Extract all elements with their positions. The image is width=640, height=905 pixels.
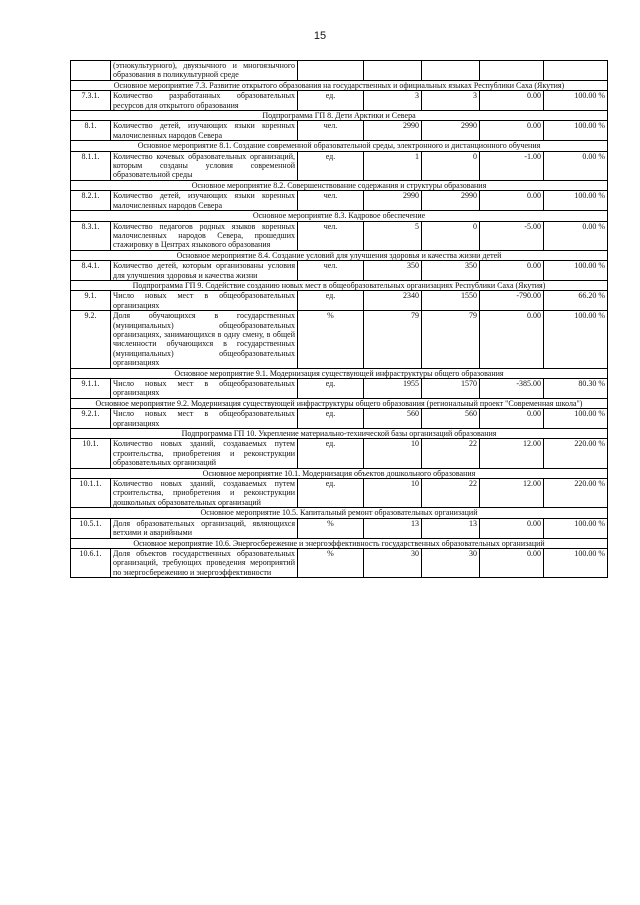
section-header-row (71, 250, 608, 260)
section-header-row (71, 368, 608, 378)
section-header-row (71, 180, 608, 190)
indicator-name-cell: Количество новых зданий, создаваемых путем строительства, приобретения и реконструкции образовательных организаций (111, 439, 298, 468)
actual-value-cell: 22 (422, 439, 480, 468)
deviation-cell: 0.00 (480, 121, 544, 141)
deviation-cell: 12.00 (480, 439, 544, 468)
row-number-cell: 7.3.1. (71, 91, 111, 111)
completion-percent-cell: 100.00 % (544, 409, 608, 429)
table-row (71, 91, 608, 111)
unit-cell: чел. (298, 221, 364, 250)
deviation-cell: -385.00 (480, 379, 544, 399)
row-number-cell: 10.6.1. (71, 548, 111, 577)
planned-value-cell: 5 (364, 221, 422, 250)
section-header-row (71, 538, 608, 548)
deviation-cell: 12.00 (480, 479, 544, 508)
table-row (71, 439, 608, 468)
planned-value-cell: 560 (364, 409, 422, 429)
table-row (71, 191, 608, 211)
actual-value-cell: 560 (422, 409, 480, 429)
section-title: Подпрограмма ГП 9. Содействие созданию новых мест в общеобразовательных организациях Республики Саха (Якутия) (71, 280, 608, 290)
section-header-row (71, 211, 608, 221)
row-number-cell: 8.3.1. (71, 221, 111, 250)
actual-value-cell: 22 (422, 479, 480, 508)
section-title: Основное мероприятие 9.2. Модернизация существующей инфраструктуры общего образования (региональный проект "Современная школа") (71, 398, 608, 408)
section-header-row (71, 80, 608, 90)
actual-value-cell: 13 (422, 518, 480, 538)
deviation-cell: 0.00 (480, 311, 544, 368)
indicator-name-cell: Число новых мест в общеобразовательных организациях (111, 409, 298, 429)
unit-cell (298, 61, 364, 81)
planned-value-cell: 10 (364, 439, 422, 468)
indicators-table-body (71, 61, 608, 578)
section-title: Подпрограмма ГП 10. Укрепление материально-технической базы организаций образования (71, 429, 608, 439)
unit-cell: ед. (298, 91, 364, 111)
unit-cell: ед. (298, 151, 364, 180)
planned-value-cell (364, 61, 422, 81)
completion-percent-cell: 100.00 % (544, 311, 608, 368)
table-row (71, 291, 608, 311)
table-row (71, 151, 608, 180)
section-title: Основное мероприятие 8.4. Создание условий для улучшения здоровья и качества жизни детей (71, 250, 608, 260)
table-row (71, 479, 608, 508)
unit-cell: ед. (298, 439, 364, 468)
table-row (71, 548, 608, 577)
deviation-cell: -790.00 (480, 291, 544, 311)
section-title: Подпрограмма ГП 8. Дети Арктики и Севера (71, 111, 608, 121)
table-row (71, 379, 608, 399)
actual-value-cell: 0 (422, 221, 480, 250)
deviation-cell: 0.00 (480, 409, 544, 429)
unit-cell: чел. (298, 261, 364, 281)
table-row (71, 311, 608, 368)
completion-percent-cell: 100.00 % (544, 261, 608, 281)
actual-value-cell: 79 (422, 311, 480, 368)
planned-value-cell: 13 (364, 518, 422, 538)
deviation-cell: 0.00 (480, 261, 544, 281)
row-number-cell: 9.1.1. (71, 379, 111, 399)
row-number-cell: 8.4.1. (71, 261, 111, 281)
unit-cell: ед. (298, 409, 364, 429)
actual-value-cell: 30 (422, 548, 480, 577)
completion-percent-cell: 0.00 % (544, 221, 608, 250)
section-header-row (71, 111, 608, 121)
actual-value-cell: 0 (422, 151, 480, 180)
planned-value-cell: 1955 (364, 379, 422, 399)
deviation-cell: 0.00 (480, 191, 544, 211)
completion-percent-cell (544, 61, 608, 81)
deviation-cell: 0.00 (480, 518, 544, 538)
table-row (71, 261, 608, 281)
unit-cell: % (298, 548, 364, 577)
row-number-cell: 8.2.1. (71, 191, 111, 211)
completion-percent-cell: 100.00 % (544, 518, 608, 538)
section-title: Основное мероприятие 8.3. Кадровое обеспечение (71, 211, 608, 221)
section-header-row (71, 429, 608, 439)
completion-percent-cell: 0.00 % (544, 151, 608, 180)
section-header-row (71, 508, 608, 518)
table-row (71, 518, 608, 538)
row-number-cell: 10.5.1. (71, 518, 111, 538)
planned-value-cell: 2340 (364, 291, 422, 311)
page-number: 15 (313, 30, 327, 42)
unit-cell: чел. (298, 121, 364, 141)
actual-value-cell: 1570 (422, 379, 480, 399)
unit-cell: ед. (298, 379, 364, 399)
row-number-cell: 9.2. (71, 311, 111, 368)
row-number-cell: 10.1. (71, 439, 111, 468)
row-number-cell: 8.1. (71, 121, 111, 141)
indicator-name-cell: Количество педагогов родных языков коренных малочисленных народов Севера, прошедших стажировку в Центрах языкового образования (111, 221, 298, 250)
row-number-cell (71, 61, 111, 81)
completion-percent-cell: 100.00 % (544, 91, 608, 111)
indicator-name-cell: Количество разработанных образовательных ресурсов для открытого образования (111, 91, 298, 111)
indicators-table (70, 60, 608, 578)
indicator-name-cell: (этнокультурного), двуязычного и многоязычного образования в поликультурной среде (111, 61, 298, 81)
planned-value-cell: 350 (364, 261, 422, 281)
completion-percent-cell: 80.30 % (544, 379, 608, 399)
table-row (71, 221, 608, 250)
planned-value-cell: 2990 (364, 121, 422, 141)
deviation-cell: -1.00 (480, 151, 544, 180)
indicator-name-cell: Количество новых зданий, создаваемых путем строительства, приобретения и реконструкции дошкольных образовательных организаций (111, 479, 298, 508)
row-number-cell: 9.1. (71, 291, 111, 311)
unit-cell: % (298, 311, 364, 368)
actual-value-cell: 2990 (422, 121, 480, 141)
actual-value-cell: 1550 (422, 291, 480, 311)
deviation-cell: -5.00 (480, 221, 544, 250)
unit-cell: чел. (298, 191, 364, 211)
section-header-row (71, 141, 608, 151)
actual-value-cell: 2990 (422, 191, 480, 211)
completion-percent-cell: 66.20 % (544, 291, 608, 311)
actual-value-cell: 3 (422, 91, 480, 111)
completion-percent-cell: 220.00 % (544, 479, 608, 508)
section-title: Основное мероприятие 8.1. Создание современной образовательной среды, электронного и дистанционного обучения (71, 141, 608, 151)
section-header-row (71, 468, 608, 478)
table-row (71, 61, 608, 81)
section-header-row (71, 398, 608, 408)
section-title: Основное мероприятие 9.1. Модернизация существующей инфраструктуры общего образования (71, 368, 608, 378)
planned-value-cell: 3 (364, 91, 422, 111)
actual-value-cell (422, 61, 480, 81)
planned-value-cell: 30 (364, 548, 422, 577)
indicator-name-cell: Количество детей, которым организованы условия для улучшения здоровья и качества жизни (111, 261, 298, 281)
indicator-name-cell: Доля обучающихся в государственных (муниципальных) общеобразовательных организациях, занимающихся в одну смену, в общей численности обучающихся в государственных (муниципальных) общеобразовательных организациях (111, 311, 298, 368)
row-number-cell: 8.1.1. (71, 151, 111, 180)
section-title: Основное мероприятие 10.5. Капитальный ремонт образовательных организаций (71, 508, 608, 518)
row-number-cell: 10.1.1. (71, 479, 111, 508)
indicator-name-cell: Число новых мест в общеобразовательных организациях (111, 379, 298, 399)
unit-cell: ед. (298, 479, 364, 508)
deviation-cell (480, 61, 544, 81)
table-row (71, 409, 608, 429)
indicator-name-cell: Количество кочевых образовательных организаций, которым созданы условия современной образовательной среды (111, 151, 298, 180)
completion-percent-cell: 220.00 % (544, 439, 608, 468)
unit-cell: ед. (298, 291, 364, 311)
deviation-cell: 0.00 (480, 548, 544, 577)
indicator-name-cell: Количество детей, изучающих языки коренных малочисленных народов Севера (111, 191, 298, 211)
completion-percent-cell: 100.00 % (544, 191, 608, 211)
planned-value-cell: 2990 (364, 191, 422, 211)
row-number-cell: 9.2.1. (71, 409, 111, 429)
indicator-name-cell: Доля образовательных организаций, являющихся ветхими и аварийными (111, 518, 298, 538)
section-title: Основное мероприятие 8.2. Совершенствование содержания и структуры образования (71, 180, 608, 190)
planned-value-cell: 79 (364, 311, 422, 368)
planned-value-cell: 1 (364, 151, 422, 180)
section-header-row (71, 280, 608, 290)
table-row (71, 121, 608, 141)
unit-cell: % (298, 518, 364, 538)
section-title: Основное мероприятие 10.1. Модернизация объектов дошкольного образования (71, 468, 608, 478)
actual-value-cell: 350 (422, 261, 480, 281)
section-title: Основное мероприятие 10.6. Энергосбережение и энергоэффективность государственных образовательных организаций (71, 538, 608, 548)
indicator-name-cell: Число новых мест в общеобразовательных организациях (111, 291, 298, 311)
deviation-cell: 0.00 (480, 91, 544, 111)
completion-percent-cell: 100.00 % (544, 548, 608, 577)
indicator-name-cell: Количество детей, изучающих языки коренных малочисленных народов Севера (111, 121, 298, 141)
section-title: Основное мероприятие 7.3. Развитие открытого образования на государственных и официальных языках Республики Саха (Якутия) (71, 80, 608, 90)
indicator-name-cell: Доля объектов государственных образовательных организаций, требующих проведения мероприятий по энергосбережению и энергоэффективности (111, 548, 298, 577)
planned-value-cell: 10 (364, 479, 422, 508)
completion-percent-cell: 100.00 % (544, 121, 608, 141)
